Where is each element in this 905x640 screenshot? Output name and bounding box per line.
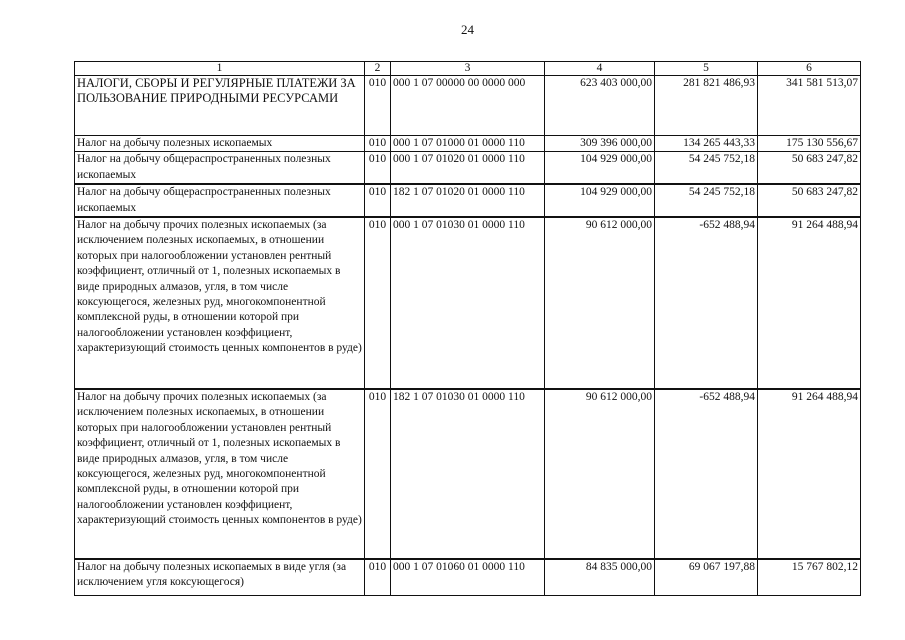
table-row	[75, 217, 861, 389]
row-plan: 104 929 000,00	[545, 184, 655, 217]
row-budget-code: 000 1 07 01060 01 0000 110	[391, 559, 545, 595]
row-budget-code: 000 1 07 01030 01 0000 110	[391, 217, 545, 389]
row-remaining: 50 683 247,82	[758, 184, 861, 217]
row-budget-code: 182 1 07 01020 01 0000 110	[391, 184, 545, 217]
row-plan: 309 396 000,00	[545, 136, 655, 152]
row-name: Налог на добычу общераспространенных полезных ископаемых	[75, 152, 365, 184]
row-admin-code: 010	[365, 136, 391, 152]
budget-table	[74, 61, 861, 596]
row-executed: 69 067 197,88	[655, 559, 758, 595]
row-budget-code: 000 1 07 01000 01 0000 110	[391, 136, 545, 152]
page-number: 24	[461, 22, 474, 37]
row-plan: 104 929 000,00	[545, 152, 655, 184]
row-budget-code: 182 1 07 01030 01 0000 110	[391, 389, 545, 559]
column-header: 4	[545, 62, 655, 76]
row-remaining: 175 130 556,67	[758, 136, 861, 152]
column-header: 6	[758, 62, 861, 76]
row-executed: 281 821 486,93	[655, 76, 758, 136]
row-remaining: 341 581 513,07	[758, 76, 861, 136]
row-executed: 54 245 752,18	[655, 184, 758, 217]
row-remaining: 91 264 488,94	[758, 389, 861, 559]
row-admin-code: 010	[365, 389, 391, 559]
row-remaining: 91 264 488,94	[758, 217, 861, 389]
row-executed: -652 488,94	[655, 389, 758, 559]
table-row	[75, 389, 861, 559]
row-budget-code: 000 1 07 01020 01 0000 110	[391, 152, 545, 184]
table-row	[75, 76, 861, 136]
table-row	[75, 559, 861, 595]
row-name: Налог на добычу прочих полезных ископаемых (за исключением полезных ископаемых, в отношении которых при налогообложении установлен рентный коэффициент, отличный от 1, полезных ископаемых в виде природных алмазов, угля, в том числе коксующегося, железных руд, многокомпонентной комплексной руды, в отношении которой при налогообложении установлен коэффициент, характеризующий стоимость ценных компонентов в руде)	[75, 217, 365, 389]
column-header: 3	[391, 62, 545, 76]
row-name: Налог на добычу полезных ископаемых	[75, 136, 365, 152]
column-header: 1	[75, 62, 365, 76]
table-row	[75, 136, 861, 152]
row-plan: 90 612 000,00	[545, 217, 655, 389]
row-executed: 134 265 443,33	[655, 136, 758, 152]
row-budget-code: 000 1 07 00000 00 0000 000	[391, 76, 545, 136]
table-row	[75, 152, 861, 184]
row-name: Налог на добычу полезных ископаемых в виде угля (за исключением угля коксующегося)	[75, 559, 365, 595]
row-admin-code: 010	[365, 76, 391, 136]
row-remaining: 15 767 802,12	[758, 559, 861, 595]
row-executed: -652 488,94	[655, 217, 758, 389]
row-name: Налог на добычу общераспространенных полезных ископаемых	[75, 184, 365, 217]
row-admin-code: 010	[365, 217, 391, 389]
row-plan: 623 403 000,00	[545, 76, 655, 136]
column-header: 5	[655, 62, 758, 76]
row-plan: 84 835 000,00	[545, 559, 655, 595]
row-executed: 54 245 752,18	[655, 152, 758, 184]
row-admin-code: 010	[365, 152, 391, 184]
row-admin-code: 010	[365, 559, 391, 595]
table-header-row	[75, 62, 861, 76]
table-row	[75, 184, 861, 217]
row-plan: 90 612 000,00	[545, 389, 655, 559]
column-header: 2	[365, 62, 391, 76]
row-name: НАЛОГИ, СБОРЫ И РЕГУЛЯРНЫЕ ПЛАТЕЖИ ЗА ПОЛЬЗОВАНИЕ ПРИРОДНЫМИ РЕСУРСАМИ	[75, 76, 365, 136]
row-admin-code: 010	[365, 184, 391, 217]
row-remaining: 50 683 247,82	[758, 152, 861, 184]
row-name: Налог на добычу прочих полезных ископаемых (за исключением полезных ископаемых, в отношении которых при налогообложении установлен рентный коэффициент, отличный от 1, полезных ископаемых в виде природных алмазов, угля, в том числе коксующегося, железных руд, многокомпонентной комплексной руды, в отношении которой при налогообложении установлен коэффициент, характеризующий стоимость ценных компонентов в руде)	[75, 389, 365, 559]
